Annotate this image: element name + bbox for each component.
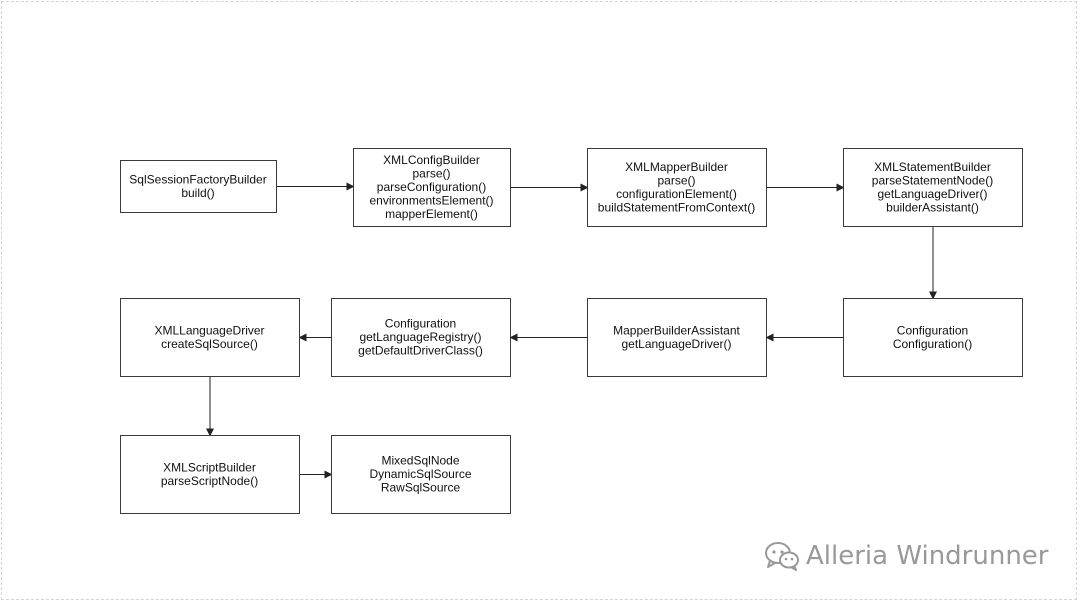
node-title: XMLConfigBuilder <box>383 153 480 167</box>
node-method: RawSqlSource <box>380 480 461 495</box>
node-xmlscript-builder <box>121 436 300 514</box>
node-method: createSqlSource() <box>161 336 258 351</box>
node-configuration <box>332 299 511 377</box>
node-method: parseStatementNode() <box>871 173 994 188</box>
node-xmlstatement-builder <box>844 149 1023 227</box>
node-method: configurationElement() <box>616 186 737 201</box>
node-title: Configuration <box>384 316 457 331</box>
node-title: MapperBuilderAssistant <box>613 323 740 338</box>
node-mixed-sql-node <box>332 436 511 514</box>
node-method: buildStatementFromContext() <box>597 200 756 215</box>
node-title: XMLMapperBuilder <box>625 159 728 174</box>
node-method: environmentsElement() <box>369 193 494 208</box>
watermark <box>764 540 1049 572</box>
node-title: XMLStatementBuilder <box>874 159 991 174</box>
node-xmlconfig-builder <box>354 149 511 227</box>
node-method: parse() <box>657 173 696 188</box>
node-title: Configuration <box>896 323 969 338</box>
node-xmllanguage-driver <box>121 299 300 377</box>
node-method: DynamicSqlSource <box>369 467 472 481</box>
watermark-text: Alleria Windrunner <box>806 541 1049 571</box>
node-method: Configuration() <box>892 336 973 351</box>
node-method: getLanguageRegistry() <box>359 330 482 344</box>
node-title: SqlSessionFactoryBuilder <box>129 172 267 187</box>
node-method: getLanguageDriver() <box>877 186 988 201</box>
node-method: parse() <box>412 166 451 181</box>
wechat-icon <box>764 540 800 572</box>
node-method: parseScriptNode() <box>160 473 259 488</box>
node-mapper-builder-assistant <box>588 299 767 377</box>
node-xmlmapper-builder <box>588 149 767 227</box>
node-method: build() <box>181 185 215 200</box>
node-method: builderAssistant() <box>886 200 979 215</box>
node-method: getLanguageDriver() <box>621 336 732 351</box>
node-title: MixedSqlNode <box>381 453 460 468</box>
node-configuration <box>844 299 1023 377</box>
node-title: XMLScriptBuilder <box>163 460 256 475</box>
node-method: mapperElement() <box>385 207 478 221</box>
node-sql-session-factory-builder <box>121 161 277 213</box>
node-method: parseConfiguration() <box>376 180 487 194</box>
node-title: XMLLanguageDriver <box>154 323 265 338</box>
node-method: getDefaultDriverClass() <box>358 343 483 358</box>
